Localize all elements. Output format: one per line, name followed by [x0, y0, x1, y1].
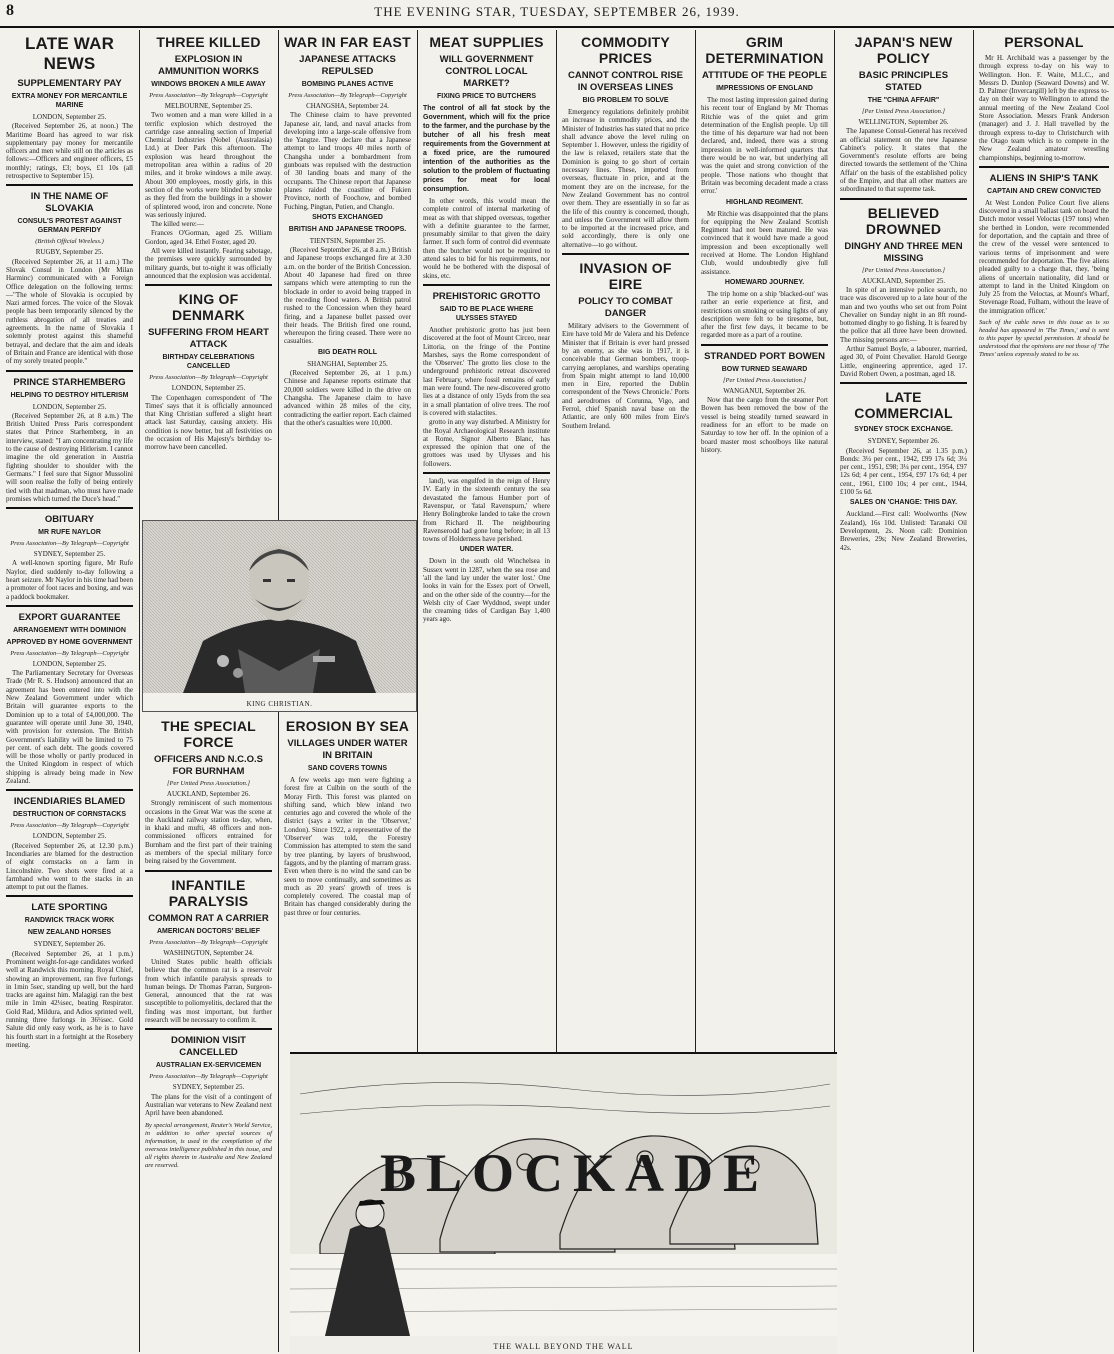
headline: EXPORT GUARANTEE [18, 611, 121, 623]
subhead: SHOTS EXCHANGED [312, 213, 383, 221]
article-body: At West London Police Court five aliens discovered in a small ballast tank on board the Dutch motor vessel Veloctas (197 tons) when she berthed in London, were recommended for deportation, and the captain and three of the crew of the vessel were sentenced to various terms of imprisonment and were recommended for deportation. The five aliens pleaded guilty to a charge that, they, 'being aliens of uncertain nationality, did land or attempt to land in the United Kingdom on July 25 from the Veloctas, at Mount's Wharf, Stevenage Road, Fulham, without the leave of the immigration officer.' [979, 198, 1109, 315]
subhead: SUFFERING FROM HEART ATTACK [148, 327, 269, 351]
dateline: SHANGHAI, September 25. [307, 359, 388, 368]
masthead [0, 0, 1114, 28]
article-supplementary-pay [6, 78, 133, 180]
dateline: MELBOURNE, September 25. [164, 102, 253, 110]
article-body: Two women and a man were killed in a terrific explosion which destroyed the cartridge case annealing section of Imperial Chemical Industries (Nobel (Australasia) Ltd.) at Deer Park this afternoon. The explosion was heard throughout the metropolitan area within a radius of 20 miles, and it broke windows a mile away. About 300 employees, mostly girls, in this section of the works were blinded by smoke as they fled from the buildings in a shower of splintered wood, iron and concrete. None was seriously injured. [145, 111, 272, 219]
article-late-commercial [840, 382, 967, 552]
subhead: WINDOWS BROKEN A MILE AWAY [151, 81, 266, 88]
article-body: Down in the south old Winchelsea in Sussex went in 1287, when the sea rose and 'all the land lay under the water lost.' One looks in vain for the Essex port of Orwell, and on the other side of the country—for the Welsh city of Caer Wyddnod, swept under the creaming tides of Cardigan Bay 1,400 years ago. [423, 557, 550, 624]
section-title: LATE WAR NEWS [24, 34, 115, 73]
column-4 [420, 32, 553, 1048]
article-meat-supplies [423, 34, 550, 280]
article-special-force [145, 718, 272, 866]
dateline: LONDON, September 25. [32, 402, 107, 411]
dateline: SYDNEY, September 26. [33, 940, 106, 949]
article-body: Mr Ritchie was disappointed that the plans for equipping the New Zealand Scottish Regiment had not been matured. He was convinced that it would have made a good impression and been exceptionally well received at Home. The London Highland Club, would undoubtedly give full assistance. [701, 209, 828, 276]
article-export-guarantee [6, 605, 133, 785]
article-late-sporting [6, 895, 133, 1049]
credit-line: Press Association—By Telegraph—Copyright [149, 1073, 268, 1081]
credit-line: [Per United Press Association.] [722, 376, 807, 384]
masthead-title: THE EVENING STAR, TUESDAY, SEPTEMBER 26, 1939. [374, 4, 740, 19]
subhead: WILL GOVERNMENT CONTROL LOCAL MARKET? [439, 54, 534, 89]
subhead: DESTRUCTION OF CORNSTACKS [12, 811, 127, 819]
headline: PRINCE STARHEMBERG [13, 376, 126, 388]
cartoon-lettering: BLOCKADE [380, 1143, 770, 1203]
subhead: BIG DEATH ROLL [318, 348, 377, 356]
article-body: (Received September 26, at 1.35 p.m.) Bonds: 3¼ per cent., 1942, £99 17s 6d; 3¼ per cent., 1951, £98; 3¼ per cent., 1954, £97 12s 6d; 4 per cent., 1954, £97 17s 6d; 4 per cent., 1961, £100 10s; 4 per cent., 1944, £100 5s 6d. [840, 446, 967, 497]
dateline: AUCKLAND, September 26. [166, 790, 251, 798]
subhead: BIG PROBLEM TO SOLVE [582, 97, 669, 104]
article-body: The most lasting impression gained during his recent tour of England by Mr Thomas Ritchie was of the quiet and grim determination of the English people. Up till the time of his departure war had not been declared, and, indeed, there was a strong impression in well-informed quarters that there would be no war, but underlying all was the quiet and strong conviction of the people. 'Those nations who thought that Britain was becoming decadent made a crass error.' [701, 96, 828, 196]
subhead: APPROVED BY HOME GOVERNMENT [6, 638, 133, 646]
subhead: EXPLOSION IN AMMUNITION WORKS [158, 54, 259, 77]
article-body: The Parliamentary Secretary for Overseas Trade (Mr R. S. Hudson) announced that an agreement has been entered into with the New Zealand Government under which Britain will guarantee exports to the Dominion up to a total of £4,000,000. The guarantee will operate until June 30, 1940, with provision for extension. The British Government's liability will be limited to 75 per cent. of each debt. The goods covered will be those wholly or partly produced in the United Kingdom in respect of which shipping is already being made in New Zealand. [6, 669, 133, 786]
article-body: All were killed instantly. Fearing sabotage, the premises were quickly surrounded by military guards, but to-night it was officially announced that the explosion was accidental. [145, 247, 272, 280]
column-7 [837, 32, 970, 1350]
headline: GRIM DETERMINATION [705, 34, 824, 66]
article-body: (Received September 26, at noon.) The Maritime Board has agreed to war risk supplementary pay money for mercantile officers and men while still on the articles as follows:—Officers and engineer officers, £5 monthly; ratings, £3; boys, £1 10s (all retrospective to September 15). [6, 122, 133, 181]
subhead: ATTITUDE OF THE PEOPLE [702, 70, 827, 81]
headline: INFANTILE PARALYSIS [168, 876, 249, 909]
subhead: IMPRESSIONS OF ENGLAND [716, 85, 813, 92]
article-erosion-continued [423, 472, 550, 624]
article-erosion [284, 718, 411, 917]
article-body: Arthur Samuel Boyle, a labourer, married, aged 30, of Point Chevalier. Harold George Little, engineering apprentice, aged 17. David Robert Owen, a postman, aged 18. [840, 345, 967, 378]
headline: COMMODITY PRICES [581, 34, 670, 66]
subhead: RANDWICK TRACK WORK [24, 917, 115, 925]
portrait-image [143, 521, 416, 693]
headline: KING OF DENMARK [172, 291, 245, 324]
headline: JAPAN'S NEW POLICY [854, 34, 953, 66]
credit-line: Press Association—By Telegraph—Copyright [149, 374, 268, 382]
article-body: grotto in any way disturbed. A Ministry for the Royal Archaeological Research institute at Rome, Signor Alberto Blanc, has expressed the opinion that one of the grottoes was used by Ulysses and his followers. [423, 418, 550, 468]
subhead: CAPTAIN AND CREW CONVICTED [987, 187, 1101, 195]
article-body: Mr H. Archibald was a passenger by the through express to-day on his way to Wellington. Hon. F. Waite, M.L.C., and Messrs D. Dunlop (Seaward Downs) and W. D. Palmer (Invercargill) left by the express to-day on their way to Wellington to attend the annual meeting of the New Zealand Cool Store Association. Messrs Frank Anderson (manager) and J. J. Hall travelled by the through express to-day to Christchurch with the Otago team which is to compete in the New Zealand amateur wrestling championships, beginning to-morrow. [979, 54, 1109, 162]
headline: THE SPECIAL FORCE [161, 718, 256, 750]
headline: SUPPLEMENTARY PAY [17, 78, 122, 89]
headline: WAR IN FAR EAST [284, 34, 411, 50]
column-1 [3, 32, 136, 1350]
article-body: (Received September 26, at 1 p.m.) Chinese and Japanese reports estimate that 20,000 soldiers were killed in the drive on Changsha. The Japanese claim to have advanced within 28 miles of the city, contradicting the earlier report. Each claimed that the other's casualties were 10,000. [284, 369, 411, 427]
subhead: BOW TURNED SEAWARD [721, 365, 808, 373]
subhead: SYDNEY STOCK EXCHANGE. [854, 426, 953, 434]
cartoon-caption: THE WALL BEYOND THE WALL [493, 1342, 634, 1351]
subhead: HIGHLAND REGIMENT. [726, 198, 803, 206]
credit-line: [Per United Press Association.] [166, 780, 251, 787]
subhead: AUSTRALIAN EX-SERVICEMEN [155, 1062, 262, 1070]
article-dominion-visit [145, 1028, 272, 1169]
subhead: DINGHY AND THREE MEN MISSING [844, 240, 963, 264]
credit-line: Press Association—By Telegraph—Copyright [10, 540, 129, 548]
dateline: LONDON, September 25. [32, 832, 107, 841]
page-number: 8 [6, 2, 14, 19]
headline: DOMINION VISIT CANCELLED [171, 1035, 246, 1059]
dateline: AUCKLAND, September 25. [861, 276, 946, 285]
column-6 [698, 32, 831, 1048]
column-rule [139, 30, 140, 1352]
article-body: Another prehistoric grotto has just been discovered at the foot of Mount Circeo, near Littoria, on the fringe of the Pontine Marshes, says the Rome correspondent of the 'Observer.' The grotto lies close to the underground prehistoric retreat discovered last February, where fossil remains of early man were found. The new-discovered grotto lies at a distance of only 15yds from the sea in a small plantation of olive trees. The roof is covered with stalactites. [423, 325, 550, 417]
article-body: (Received September 26, at 8 a.m.) British and Japanese troops exchanged fire at 3.30 a.m. on the border of the British Concession. About 40 Japanese had fired on three sampans which were attempting to run the blockade in order to avoid being trapped in the receding flood waters. A British patrol rushed to the Concession when they heard firing, and a Japanese bullet passed over their heads. The British fired one round, whereupon the firing ceased. There were no casualties. [284, 246, 411, 346]
subhead: THE "CHINA AFFAIR" [867, 97, 940, 104]
subhead: JAPANESE ATTACKS REPULSED [299, 54, 396, 77]
headline: PREHISTORIC GROTTO [432, 290, 541, 302]
dateline: CHANGSHA, September 24. [306, 102, 389, 110]
headline: BELIEVED DROWNED [865, 204, 942, 237]
article-personal [979, 34, 1109, 162]
article-lead: The control of all fat stock by the Government, which will fix the price to the farmer, and the purchase by the butcher of all his fresh meat requirements from the Government at a fixed price, are the rumoured intention of the authorities as the solution to the problem of fluctuating prices for meat for local consumption. [423, 105, 550, 193]
subhead: AMERICAN DOCTORS' BELIEF [156, 927, 261, 935]
article-grim-determination [701, 34, 828, 340]
article-body: Strongly reminiscent of such momentous occasions in the Great War was the scene at the Auckland railway station to-day, when, in khaki and mufti, 48 officers and non-commissioned officers entrained for Burnham and the first part of their training as members of the special military force being raised by the Government. [145, 799, 272, 866]
subhead: FIXING PRICE TO BUTCHERS [436, 93, 537, 100]
article-slovakia [6, 184, 133, 365]
headline: INCENDIARIES BLAMED [13, 796, 126, 808]
article-body: The trip home on a ship 'blacked-out' was rather an eerie experience at first, and restrictions on smoking or using lights of any description were felt to be tiresome, but, after the first few days, it became to be regarded more as a part of a routine. [701, 289, 828, 340]
copyright-footnote: By special arrangement, Reuter's World Service, in addition to other special sources of information, is used in the compilation of the overseas intelligence published in this issue, and all rights therein in Australia and New Zealand are reserved. [145, 1121, 272, 1169]
subhead: CANNOT CONTROL RISE IN OVERSEAS LINES [568, 70, 683, 93]
subhead: EXTRA MONEY FOR MERCANTILE MARINE [11, 93, 128, 109]
article-body: (Received September 26, at 11 a.m.) The Slovak Consul in London (Mr Milan Harminc) communicated with a Foreign Office delegation on the following terms:—"The whole of Slovakia is occupied by Nazi armed forces. The voice of the Slovak people has been temporarily silenced by the ruthless abrogation of all treaties and agreements. In the name of Slovakia I solemnly protest against this shameful betrayal, and declare that the aim and ideals of Britain and France are identical with those of my sorely treated people." [6, 257, 133, 366]
article-body: The Chinese claim to have prevented Japanese air, land, and naval attacks from developing into a large-scale offensive from the Yangtze. They declare that a Japanese attempt to land troops 40 miles north of Changsha under a bombardment from gunboats was repulsed with the destruction of 30 landing boats and many of the occupants. The Chinese report that Japanese planes raided the coastline of Fukien Province, north of Foochow, and bombed Fuching, Pingtan, Putien, and Changlo. [284, 111, 411, 211]
article-incendiaries [6, 789, 133, 891]
article-aliens [979, 166, 1109, 359]
dateline: LONDON, September 25. [32, 659, 107, 668]
article-three-killed [145, 34, 272, 280]
subhead: BIRTHDAY CELEBRATIONS CANCELLED [162, 354, 255, 371]
column-3 [281, 32, 414, 512]
article-body: (Received September 26, at 1 p.m.) Prominent weight-for-age candidates worked well at Randwick this morning. Royal Chief, showing an improvement, ran five furlongs in 1min 5sec, standing up well, but the hard tracks are against him. Malagigi ran the best mile in 1min 42¼sec, beating Respirator. Gold Rad, Mildura, and Adios sprinted well, running three furlongs in 36¼sec. Gold Salute did only easy work, as he is to have his fourth start in a fortnight at the Rosebery meeting. [6, 949, 133, 1049]
article-body: The plans for the visit of a contingent of Australian war veterans to New Zealand next April have been abandoned. [145, 1092, 272, 1118]
article-body: The killed were:— [151, 220, 204, 229]
article-japan-policy [840, 34, 967, 194]
credit-line: Press Association—By Telegraph—Copyright [149, 938, 268, 946]
article-body: Military advisers to the Government of Eire have told Mr de Valera and his Defence Minister that if Britain is ever hard pressed by an enemy, as she was in 1917, it is conceivable that German bombers, troop-carrying aeroplanes, and warships operating from Spain might attempt to land 10,000 men in Eire, reported the Dublin correspondent of the 'News Chronicle.' Ports and aerodromes of Corunna, Vigo, and Ferrol, chief Spanish naval base on the Atlantic, are only 600 miles from Eire's Southern Ireland. [562, 322, 689, 430]
dateline: SYDNEY, September 25. [172, 1083, 245, 1092]
portrait-caption: KING CHRISTIAN. [246, 700, 313, 708]
credit-line: (British Official Wireless.) [35, 238, 104, 246]
column-8 [976, 32, 1112, 1350]
headline: PERSONAL [1004, 34, 1084, 50]
article-war-far-east [284, 34, 411, 427]
credit-line: Press Association—By Telegraph—Copyright [149, 92, 268, 99]
dateline: TIENTSIN, September 25. [309, 236, 386, 245]
credit-line: [Per United Press Association.] [861, 108, 946, 115]
subhead: CONSUL'S PROTEST AGAINST GERMAN PERFIDY [17, 218, 122, 235]
article-invasion-of-eire [562, 253, 689, 430]
article-body: In spite of an intensive police search, no trace was discovered up to a late hour of the man and two youths who set out from Point Chevalier on Sunday night in an 8ft round-bottomed dinghy to go fishing. It is feared by the police that all three have been drowned. The missing persons are:— [840, 285, 967, 344]
article-body: A few weeks ago men were fighting a forest fire at Culbin on the south of the Moray Firth. This forest was planted on shifting sand, which blew inland two centuries ago and covered the whole of the district (says a writer in the 'Observer,' London). Since 1922, a representative of the 'Observer' was told, the Forestry Commission has attempted to stem the sand by tree planting, by layers of brushwood, faggots, and by the planting of marram grass. Even when there is no wind the sand can be seen to move continually, and sometimes as much as 20 years' growth of trees is completely covered. The coastal map of Britain has changed considerably during the past three or four centuries. [284, 776, 411, 917]
subhead: SAID TO BE PLACE WHERE ULYSSES STAYED [439, 305, 534, 322]
headline: EROSION BY SEA [285, 718, 410, 734]
dateline: LONDON, September 25. [171, 384, 246, 393]
article-infantile-paralysis [145, 870, 272, 1025]
headline: MEAT SUPPLIES [429, 34, 544, 50]
headline: ALIENS IN SHIP'S TANK [989, 172, 1099, 184]
subhead: HELPING TO DESTROY HITLERISM [10, 391, 129, 399]
headline: THREE KILLED [156, 34, 261, 50]
article-port-bowen [701, 344, 828, 454]
dateline: LONDON, September 25. [32, 113, 107, 121]
dateline: WANGANUI, September 26. [723, 386, 806, 395]
dateline: WELLINGTON, September 26. [858, 118, 949, 126]
article-body: A well-known sporting figure, Mr Rufe Naylor, died suddenly to-day following a heart seizure. Mr Naylor in his time had been a promoter of foot races and boxing, and was a paddock bookmaker. [6, 559, 133, 601]
headline: STRANDED PORT BOWEN [704, 350, 825, 362]
headline: OBITUARY [44, 514, 95, 526]
times-footnote: Such of the cable news in this issue as is so headed has appeared in 'The Times,' and is sent to this paper by special permission. It should be understood that the opinions are not those of 'The Times' unless expressly stated to be so. [979, 319, 1109, 359]
credit-line: Press Association—By Telegraph—Copyright [10, 649, 129, 657]
article-body: Frances O'Gorman, aged 25. William Gordon, aged 34. Ethel Foster, aged 20. [145, 229, 272, 246]
subhead: UNDER WATER. [459, 546, 514, 554]
dateline: RUGBY, September 25. [35, 248, 104, 257]
subhead: COMMON RAT A CARRIER [148, 912, 269, 924]
article-body: Emergency regulations definitely prohibit an increase in commodity prices, and the Minister of Industries has stated that no price shall advance above the level ruling on September 1. However, unless the rigidity of the law is relaxed, retailers state that the Dominion is going to go short of certain necessary lines. These, imported from overseas, fluctuate in price, and at the moment they are on the increase, for the New Zealand Government has no control over them. They are essentially in so far as the life of this country is concerned, though, and unless the Government will allow them to be imported at the increased price, and sold accordingly, there is only one alternative—to go without. [562, 108, 689, 249]
column-3-lower [281, 716, 414, 1046]
cartoon [290, 1052, 837, 1354]
column-5 [559, 32, 692, 1048]
article-body: United States public health officials believe that the common rat is a reservoir from which infantile paralysis spreads to human beings. Dr Thomas Parran, Surgeon-General, announced that the rat was susceptible to poliomyelitis, declared that the finding was most important, but further research will be necessary to confirm it. [145, 957, 272, 1025]
subhead: HOMEWARD JOURNEY. [724, 278, 805, 286]
headline: IN THE NAME OF SLOVAKIA [30, 191, 109, 215]
article-body: The Copenhagen correspondent of 'The Times' says that it is officially announced that King Christian suffered a slight heart attack last Saturday, causing anxiety. His condition is now better, but all festivities on the occasion of His Majesty's birthday to-morrow have been cancelled. [145, 393, 272, 452]
credit-line: Press Association—By Telegraph—Copyright [288, 92, 407, 99]
portrait-figure [142, 520, 417, 712]
subhead: SALES ON 'CHANGE: THIS DAY. [849, 499, 958, 507]
subhead: NEW ZEALAND HORSES [27, 929, 112, 937]
article-starhemberg [6, 370, 133, 504]
subhead: BRITISH AND JAPANESE TROOPS. [288, 225, 407, 233]
subhead: ARRANGEMENT WITH DOMINION [13, 626, 126, 634]
article-body: (Received September 26, at 8 a.m.) The British United Press Paris correspondent states that Prince Starhemberg, in an interview, stated: "I am concentrating my life to the cause of destroying Hitlerism. I cannot imagine the old generation in Austria fighting shoulder to shoulder with the Germans." I feel sure that Signor Mussolini will soon realise the folly of being entirely tied with that madman, who must have made promises which turned the Duce's head." [6, 411, 133, 503]
column-rule [973, 30, 974, 1352]
dateline: WASHINGTON, September 24. [163, 948, 254, 957]
article-body: Auckland.—First call: Woolworths (New Zealand), 16s 10d. Unlisted: Taranaki Oil Development, 2s. Noon call: Dominion Breweries, 29s; New Zealand Breweries, 42s. [840, 510, 967, 552]
dateline: SYDNEY, September 25. [33, 550, 106, 559]
article-body: The Japanese Consul-General has received an official statement on the new Japanese Cabinet's policy. It states that the Government's resolute efforts are being directed towards the settlement of the 'China Affair' on the basis of the established policy of the Empire, and that all other matters are subordinated to that supreme task. [840, 127, 967, 194]
column-2-lower [142, 716, 275, 1350]
subhead: OFFICERS AND N.C.O.S FOR BURNHAM [154, 754, 263, 777]
subhead: VILLAGES UNDER WATER IN BRITAIN [287, 738, 408, 761]
article-body: land), was engulfed in the reign of Henry IV. Early in the sixteenth century the sea devastated the famous Humber port of Ravenspur, or 'fatal Ravenspurn,' where Henry Bolingbroke landed to take the crown from Richard II. The neighbouring Ravenserodd had gone long before; in all 13 towns of Holderness have perished. [423, 477, 550, 544]
credit-line: Press Association—By Telegraph—Copyright [10, 822, 129, 830]
credit-line: [Per United Press Association.] [861, 266, 946, 274]
subhead: SAND COVERS TOWNS [307, 765, 388, 772]
article-commodity-prices [562, 34, 689, 249]
headline: INVASION OF EIRE [579, 260, 672, 293]
subhead: POLICY TO COMBAT DANGER [578, 296, 673, 320]
subhead: BOMBING PLANES ACTIVE [301, 81, 394, 88]
article-obituary [6, 507, 133, 601]
dateline: SYDNEY, September 26. [867, 437, 940, 446]
article-body: Now that the cargo from the steamer Port Bowen has been removed the bow of the vessel is being steadily turned seaward in readiness for an effort to be made on Saturday to tow her off. In the opinion of a board master most schoolboys like natural history. [701, 396, 828, 454]
article-body: In other words, this would mean the complete control of internal marketing of meat as with that shipped overseas, together with a definite guarantee to the farmer, presumably similar to that given the dairy farmer. If such form of control did eventuate then the butcher would not be required to attend sales to bid for his requirements, nor would he be bothered with the disposal of skins, etc. [423, 197, 550, 280]
subhead: BASIC PRINCIPLES STATED [858, 70, 949, 93]
article-king-of-denmark [145, 284, 272, 451]
article-prehistoric-grotto [423, 284, 550, 468]
headline: LATE SPORTING [31, 902, 108, 914]
subhead: MR RUFE NAYLOR [38, 529, 101, 537]
headline: LATE COMMERCIAL [854, 389, 953, 422]
article-believed-drowned [840, 198, 967, 379]
article-body: (Received September 26, at 12.30 p.m.) Incendiaries are blamed for the destruction of eight cornstacks on a farm in Lincolnshire. Two shots were fired at a farmhand who went to the stacks in an attempt to put out the flames. [6, 841, 133, 892]
